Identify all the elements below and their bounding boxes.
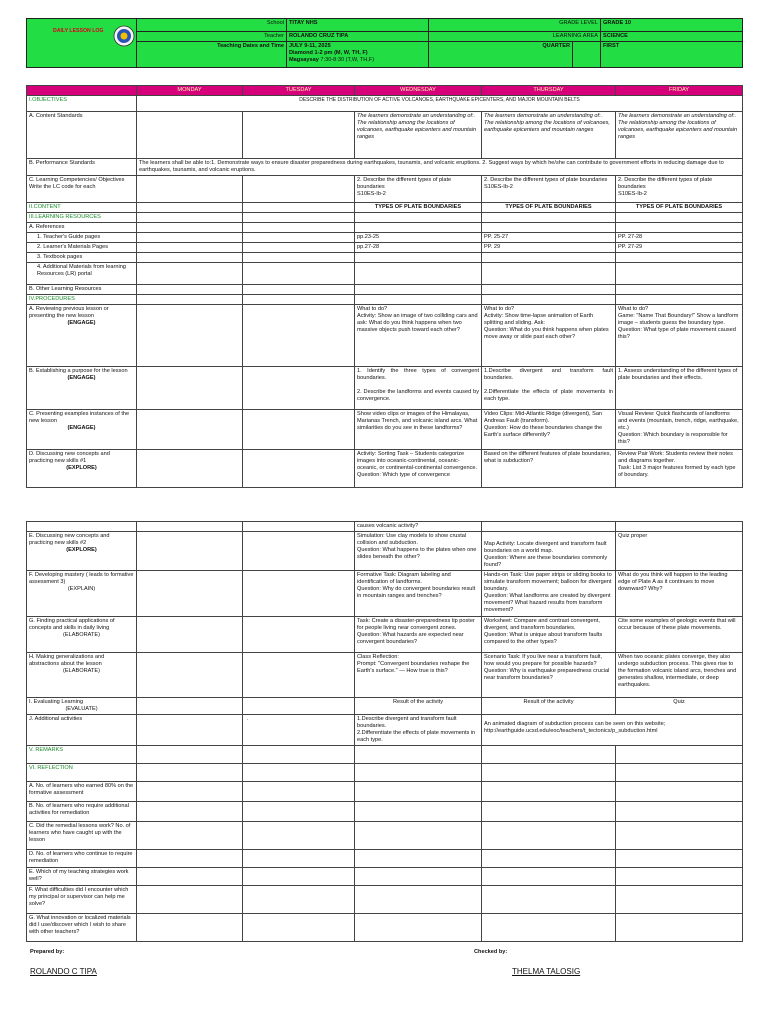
rf-fri	[616, 885, 743, 913]
teacher-label: Teacher	[137, 32, 287, 42]
proc-g-tue	[243, 616, 355, 652]
competency-text: 2. Describe the different types of plate boundaries	[484, 176, 608, 183]
remarks-fri	[616, 745, 743, 763]
dates-line3-a: Magsaysay	[289, 56, 319, 63]
proc-g-fri: Cite some examples of geologic events that will occur because of these plate movements.	[616, 616, 743, 652]
references-wed	[355, 222, 482, 232]
proc-c-mon	[137, 409, 243, 449]
lm-thu: PP. 29	[482, 242, 616, 252]
reflection-label: VI. REFLECTION	[27, 763, 137, 781]
proc-d-mon	[137, 449, 243, 487]
content-standards-fri: The learners demonstrate an understanding of:. The relationship among the locations of volcanoes, earthquake epicenters and mountain ranges	[616, 111, 743, 158]
proc-i-text: I. Evaluating Learning	[29, 698, 84, 705]
lr-label: 4. Additional Materials from learning Resources (LR) portal	[27, 262, 137, 284]
proc-f-label	[27, 570, 137, 616]
rg-wed	[355, 913, 482, 941]
procedures-mon	[137, 294, 243, 304]
proc-e-wed: Simulation: Use clay models to show crustal collision and subduction. Question: What happens to the plates when one slides beneath the other?	[355, 531, 482, 570]
dates-line1: JULY 9-11, 2025	[289, 42, 331, 49]
content-label: II.CONTENT	[27, 202, 137, 212]
content-tue	[243, 202, 355, 212]
proc-f-tue	[243, 570, 355, 616]
proc-g-tag: (ELABORATE)	[63, 631, 100, 638]
reflection-c-label: C. Did the remedial lessons work? No. of learners who have caught up with the lesson	[27, 821, 137, 849]
proc-a-label	[27, 304, 137, 366]
cont-fri	[616, 522, 743, 532]
rf-mon	[137, 885, 243, 913]
other-resources-label: B. Other Learning Resources	[27, 284, 137, 294]
tb-wed	[355, 252, 482, 262]
rb-wed	[355, 801, 482, 821]
competencies-mon	[137, 175, 243, 202]
rg-fri	[616, 913, 743, 941]
remarks-wed	[355, 745, 482, 763]
procedures-thu	[482, 294, 616, 304]
school-label: School	[137, 19, 287, 32]
proc-f-text: F. Developing mastery ( leads to formative assessment 3)	[29, 571, 134, 585]
references-fri	[616, 222, 743, 232]
quarter-spacer	[573, 41, 601, 67]
ra-mon	[137, 781, 243, 801]
proc-d-tue	[243, 449, 355, 487]
competencies-fri	[616, 175, 743, 202]
proc-g-wed: Task: Create a disaster-preparedness tip poster for people living near convergent zones. Question: What hazards are expected near convergent boundaries?	[355, 616, 482, 652]
reflection-tue	[243, 763, 355, 781]
proc-h-tue	[243, 652, 355, 697]
rc-wed	[355, 821, 482, 849]
proc-j-label: J. Additional activities	[27, 714, 137, 745]
quarter-label: QUARTER	[429, 41, 573, 67]
logo-cell	[27, 19, 137, 68]
rd-mon	[137, 849, 243, 867]
other-tue	[243, 284, 355, 294]
proc-h-wed: Class Reflection: Prompt: "Convergent boundaries reshape the Earth's surface." — How true is this?	[355, 652, 482, 697]
rg-thu	[482, 913, 616, 941]
proc-c-fri: Visual Review: Quick flashcards of landforms and events (mountain, trench, ridge, earthquake, etc.) Question: Which boundary is responsible for this?	[616, 409, 743, 449]
re-thu	[482, 867, 616, 885]
procedures-label: IV.PROCEDURES	[27, 294, 137, 304]
proc-a-tue	[243, 304, 355, 366]
tb-mon	[137, 252, 243, 262]
ra-thu	[482, 781, 616, 801]
content-standards-thu: The learners demonstrate an understanding of:. The relationship among the locations of volcanoes, earthquake epicenters and mountain ranges	[482, 111, 616, 158]
reflection-d-label: D. No. of learners who continue to require remediation	[27, 849, 137, 867]
proc-i-tag: (EVALUATE)	[65, 705, 98, 712]
lr-wed	[355, 262, 482, 284]
tb-thu	[482, 252, 616, 262]
tg-label: 1. Teacher's Guide pages	[27, 232, 137, 242]
proc-j-mon	[137, 714, 243, 745]
proc-j-link: An animated diagram of subduction process can be seen on this website; http://earthguide.ucsd.edu/eoc/teachers/t_tectonics/p_subduction.html	[482, 714, 743, 745]
dates-label: Teaching Dates and Time	[137, 41, 287, 67]
prepared-by-label: Prepared by:	[30, 949, 65, 955]
proc-d-label	[27, 449, 137, 487]
proc-f-tag: (EXPLAIN)	[67, 585, 96, 592]
proc-b-tag: (ENGAGE)	[67, 374, 96, 381]
lesson-table-page1	[26, 85, 743, 488]
remarks-label: V. REMARKS	[27, 745, 137, 763]
reflection-e-label: E. Which of my teaching strategies work well?	[27, 867, 137, 885]
rd-fri	[616, 849, 743, 867]
dates-line2: Diamond 1-2 pm (M, W, TH, F)	[289, 49, 368, 56]
grade-label: GRADE LEVEL	[429, 19, 601, 32]
tb-label: 3. Textbook pages	[27, 252, 137, 262]
proc-g-thu: Worksheet: Compare and contrast convergent, divergent, and transform boundaries. Question: What is unique about transform faults compared to the other types?	[482, 616, 616, 652]
cont-mon	[137, 522, 243, 532]
other-mon	[137, 284, 243, 294]
dates-line3	[289, 57, 426, 64]
ra-wed	[355, 781, 482, 801]
proc-i-tue	[243, 697, 355, 714]
proc-a-tag: (ENGAGE)	[67, 319, 96, 326]
content-standards-label: A. Content Standards	[27, 111, 137, 158]
proc-j-wed: 1.Describe divergent and transform fault boundaries. 2.Differentiate the effects of plate movements in each type.	[355, 714, 482, 745]
proc-b-fri: 1. Assess understanding of the different types of plate boundaries and their effects.	[616, 366, 743, 409]
proc-h-text: H. Making generalizations and abstractions about the lesson	[29, 653, 105, 667]
proc-g-mon	[137, 616, 243, 652]
proc-c-tag: (ENGAGE)	[67, 424, 96, 431]
proc-d-wed: Activity: Sorting Task – Students categorize images into oceanic-continental, oceanic-oceanic, or continental-continental convergence. Question: Which type of convergence	[355, 449, 482, 487]
references-thu	[482, 222, 616, 232]
proc-e-label	[27, 531, 137, 570]
rd-tue	[243, 849, 355, 867]
proc-e-tag: (EXPLORE)	[66, 546, 97, 553]
rg-tue	[243, 913, 355, 941]
tg-mon	[137, 232, 243, 242]
rf-tue	[243, 885, 355, 913]
prepared-by-name: ROLANDO C TIPA	[30, 967, 97, 976]
tg-wed: pp.23-25	[355, 232, 482, 242]
cont-thu	[482, 522, 616, 532]
rb-thu	[482, 801, 616, 821]
proc-e-mon	[137, 531, 243, 570]
tb-tue	[243, 252, 355, 262]
rc-tue	[243, 821, 355, 849]
proc-i-label	[27, 697, 137, 714]
proc-a-mon	[137, 304, 243, 366]
reflection-wed	[355, 763, 482, 781]
deped-seal-icon	[113, 25, 135, 47]
proc-f-fri: What do you think will happen to the leading edge of Plate A as it continues to move downward? Why?	[616, 570, 743, 616]
proc-j-tue: .	[243, 714, 355, 745]
proc-g-label	[27, 616, 137, 652]
reflection-f-label: F. What difficulties did I encounter which my principal or supervisor can help me solve?	[27, 885, 137, 913]
proc-h-label	[27, 652, 137, 697]
reflection-fri	[616, 763, 743, 781]
rc-thu	[482, 821, 616, 849]
proc-c-thu: Video Clips: Mid-Atlantic Ridge (divergent), San Andreas Fault (transform). Question: How do these boundaries change the Earth's surface differently?	[482, 409, 616, 449]
checked-by-name: THELMA TALOSIG	[512, 967, 581, 976]
proc-c-wed: Show video clips or images of the Himalayas, Marianas Trench, and volcanic island arcs. What similarities do you see in these landforms?	[355, 409, 482, 449]
resources-tue	[243, 212, 355, 222]
lr-thu	[482, 262, 616, 284]
re-mon	[137, 867, 243, 885]
rb-tue	[243, 801, 355, 821]
tg-tue	[243, 232, 355, 242]
competency-text: 2. Describe the different types of plate boundaries	[618, 176, 713, 190]
reflection-b-label: B. No. of learners who require additional activities for remediation	[27, 801, 137, 821]
proc-a-thu: What to do? Activity: Show time-lapse animation of Earth splitting and sliding. Ask: Question: What do you think happens when plates move away or slide past each other?	[482, 304, 616, 366]
remarks-mon	[137, 745, 243, 763]
content-standards-mon	[137, 111, 243, 158]
grade-value: GRADE 10	[601, 19, 743, 32]
competency-code: S10ES-Ib-2	[618, 190, 647, 197]
lr-fri	[616, 262, 743, 284]
proc-i-fri: Quiz	[616, 697, 743, 714]
rd-thu	[482, 849, 616, 867]
logo-title: DAILY LESSON LOG	[53, 28, 104, 34]
resources-thu	[482, 212, 616, 222]
content-topic-fri: TYPES OF PLATE BOUNDARIES	[616, 202, 743, 212]
proc-f-thu: Hands-on Task: Use paper strips or sliding books to simulate transform movement; balloon for divergent boundary. Question: What landforms are created by divergent movement? What hazard results from transform movement?	[482, 570, 616, 616]
performance-standards-text: The learners shall be able to:1. Demonstrate ways to ensure disaster preparedness during earthquakes, tsunamis, and volcanic eruptions. 2. Suggest ways by which he/she can contribute to government efforts in reducing damage due to earthquakes, tsunamis, and volcanic eruptions.	[137, 158, 743, 175]
proc-b-mon	[137, 366, 243, 409]
proc-h-fri: When two oceanic plates converge, they also undergo subduction process. This gives rise to the formation volcanic island arcs, trenches and generates shallow, intermediate, or deep earthquakes.	[616, 652, 743, 697]
rg-mon	[137, 913, 243, 941]
rc-mon	[137, 821, 243, 849]
cont-tue	[243, 522, 355, 532]
lm-label: 2. Learner's Materials Pages	[27, 242, 137, 252]
competency-code: S10ES-Ib-2	[357, 190, 386, 197]
dates-value	[287, 41, 429, 67]
area-value: SCIENCE	[601, 32, 743, 42]
proc-c-text: C. Presenting examples instances of the new lesson	[29, 410, 130, 424]
proc-b-text: B. Establishing a purpose for the lesson	[29, 367, 128, 374]
content-topic-thu: TYPES OF PLATE BOUNDARIES	[482, 202, 616, 212]
day-header-tuesday: TUESDAY	[243, 86, 355, 96]
rf-thu	[482, 885, 616, 913]
resources-fri	[616, 212, 743, 222]
proc-e-text: E. Discussing new concepts and practicing new skills #2	[29, 532, 110, 546]
proc-h-tag: (ELABORATE)	[63, 667, 100, 674]
remarks-tue	[243, 745, 355, 763]
references-label: A. References	[27, 222, 137, 232]
ra-tue	[243, 781, 355, 801]
proc-g-text: G. Finding practical applications of concepts and skills in daily living	[29, 617, 115, 631]
proc-e-thu: Map Activity: Locate divergent and transform fault boundaries on a world map. Question: Where are these boundaries commonly found?	[482, 531, 616, 570]
proc-i-wed: Result of the activity	[355, 697, 482, 714]
lr-mon	[137, 262, 243, 284]
rc-fri	[616, 821, 743, 849]
reflection-g-label: G. What innovation or localized materials did I use/discover which I wish to share with other teachers?	[27, 913, 137, 941]
cont-wed: causes volcanic activity?	[355, 522, 482, 532]
proc-a-wed: What to do? Activity: Show an image of two colliding cars and ask: What do you think happens when two massive objects push toward each other?	[355, 304, 482, 366]
ra-fri	[616, 781, 743, 801]
content-mon	[137, 202, 243, 212]
proc-c-label	[27, 409, 137, 449]
proc-c-tue	[243, 409, 355, 449]
re-fri	[616, 867, 743, 885]
content-standards-wed: The learners demonstrate an understanding of:. The relationship among the locations of volcanoes, earthquake epicenters and mountain ranges	[355, 111, 482, 158]
resources-label: III.LEARNING RESOURCES	[27, 212, 137, 222]
content-topic-wed: TYPES OF PLATE BOUNDARIES	[355, 202, 482, 212]
competency-code: S10ES-Ib-2	[484, 183, 513, 190]
rf-wed	[355, 885, 482, 913]
proc-i-thu: Result of the activity	[482, 697, 616, 714]
objectives-label: I.OBJECTIVES	[27, 95, 137, 111]
proc-h-mon	[137, 652, 243, 697]
objectives-text: DESCRIBE THE DISTRIBUTION OF ACTIVE VOLCANOES, EARTHQUAKE EPICENTERS, AND MAJOR MOUNTAIN BELTS	[137, 95, 743, 111]
reflection-a-label: A. No. of learners who earned 80% on the formative assessment	[27, 781, 137, 801]
proc-a-text: A. Reviewing previous lesson or presenting the new lesson	[29, 305, 109, 319]
reflection-thu	[482, 763, 616, 781]
lm-mon	[137, 242, 243, 252]
resources-mon	[137, 212, 243, 222]
procedures-tue	[243, 294, 355, 304]
proc-f-mon	[137, 570, 243, 616]
lesson-table-page2	[26, 521, 743, 942]
reflection-mon	[137, 763, 243, 781]
other-wed	[355, 284, 482, 294]
proc-d-text: D. Discussing new concepts and practicing new skills #1	[29, 450, 110, 464]
rb-fri	[616, 801, 743, 821]
tg-fri: PP. 27-28	[616, 232, 743, 242]
references-tue	[243, 222, 355, 232]
dates-line3-b: 7:30-8:30 (T,W, TH,F)	[318, 56, 375, 63]
proc-d-thu: Based on the different features of plate boundaries, what is subduction?	[482, 449, 616, 487]
day-header-thursday: THURSDAY	[482, 86, 616, 96]
competencies-tue	[243, 175, 355, 202]
day-header-friday: FRIDAY	[616, 86, 743, 96]
proc-d-tag: (EXPLORE)	[66, 464, 97, 471]
content-standards-tue	[243, 111, 355, 158]
competencies-thu	[482, 175, 616, 202]
tb-fri	[616, 252, 743, 262]
resources-wed	[355, 212, 482, 222]
remarks-thu	[482, 745, 616, 763]
rd-wed	[355, 849, 482, 867]
proc-b-thu: 1.Describe divergent and transform fault boundaries. 2.Differentiate the effects of plate movements in each type.	[482, 366, 616, 409]
checked-by-label: Checked by:	[474, 949, 508, 955]
references-mon	[137, 222, 243, 232]
lm-tue	[243, 242, 355, 252]
day-header-monday: MONDAY	[137, 86, 243, 96]
quarter-value: FIRST	[601, 41, 743, 67]
proc-i-mon	[137, 697, 243, 714]
competencies-wed	[355, 175, 482, 202]
proc-f-wed: Formative Task: Diagram labeling and identification of landforms. Question: Why do convergent boundaries result in mountain ranges and trenches?	[355, 570, 482, 616]
proc-b-wed: 1. Identify the three types of convergent boundaries. 2. Describe the landforms and events caused by convergence.	[355, 366, 482, 409]
proc-b-tue	[243, 366, 355, 409]
proc-d-fri: Review Pair Work: Students review their notes and diagrams together. Task: List 3 major features formed by each type of boundary.	[616, 449, 743, 487]
lr-tue	[243, 262, 355, 284]
rb-mon	[137, 801, 243, 821]
proc-b-label	[27, 366, 137, 409]
proc-e-fri: Quiz proper	[616, 531, 743, 570]
lm-fri: PP. 27-29	[616, 242, 743, 252]
day-header-wednesday: WEDNESDAY	[355, 86, 482, 96]
cont-label	[27, 522, 137, 532]
day-header-blank	[27, 86, 137, 96]
performance-standards-label: B. Performance Standards	[27, 158, 137, 175]
proc-h-thu: Scenario Task: If you live near a transform fault, how would you prepare for possible hazards? Question: Why is earthquake preparedness crucial near transform boundaries?	[482, 652, 616, 697]
other-fri	[616, 284, 743, 294]
school-value: TITAY NHS	[287, 19, 429, 32]
re-tue	[243, 867, 355, 885]
procedures-wed	[355, 294, 482, 304]
competencies-label: C. Learning Competencies/ Objectives Write the LC code for each	[27, 175, 137, 202]
teacher-value: ROLANDO CRUZ TIPA	[287, 32, 429, 42]
competency-text: 2. Describe the different types of plate boundaries	[357, 176, 452, 190]
re-wed	[355, 867, 482, 885]
area-label: LEARNING AREA	[429, 32, 601, 42]
other-thu	[482, 284, 616, 294]
proc-a-fri: What to do? Game: "Name That Boundary!" Show a landform image – students guess the boundary type. Question: What type of plate movement caused this?	[616, 304, 743, 366]
header-table	[26, 18, 743, 68]
proc-e-tue	[243, 531, 355, 570]
procedures-fri	[616, 294, 743, 304]
tg-thu: PP. 25-27	[482, 232, 616, 242]
lm-wed: pp.27-28	[355, 242, 482, 252]
